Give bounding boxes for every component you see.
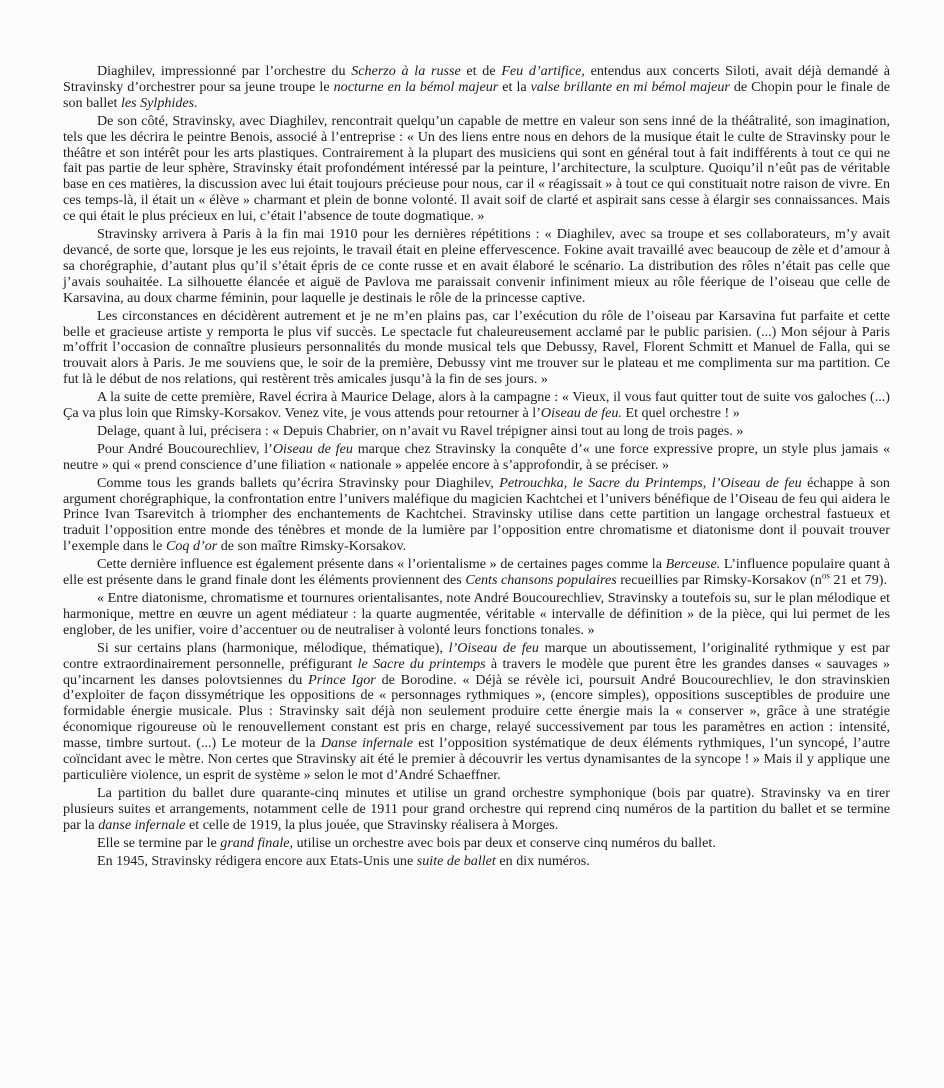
text-run: et la [498, 78, 531, 95]
text-run: entendus aux concerts Siloti, avait déjà demandé à Stravinsky d’orchestrer pour sa jeune troupe le [63, 63, 890, 95]
text-run: de Borodine. « Déjà se révèle ici, poursuit André Boucourechliev, le don stravinskien d’exploiter de façon dissymétrique les oppositions de « personnages rythmiques », (encore simples), oppositions susceptibles de produire une formidable énergie musicale. Plus : Stravinsky sait déjà non seulement produire cette énergie mais la « conserver », grâce à une stratégie économique rigoureuse où le renouvellement constant est pris en charge, relayé successivement par tous les paramètres en action : intensité, masse, timbre surtout. (...) Le moteur de la [63, 671, 890, 752]
italic-run: Scherzo à la russe [351, 63, 461, 79]
italic-run: Cents chansons populaires [465, 572, 617, 589]
text-run: Cette dernière influence est également présente dans « l’orientalisme » de certaines pages comme la [97, 556, 666, 573]
italic-run: Prince Igor [308, 671, 376, 688]
paragraph [63, 390, 890, 422]
text-run: Comme tous les grands ballets qu’écrira Stravinsky pour Diaghilev, [97, 474, 500, 491]
paragraph [63, 64, 890, 112]
italic-run: Oiseau de feu [272, 440, 353, 457]
body-text [63, 64, 890, 871]
text-run: et de [460, 63, 502, 79]
text-run: De son côté, Stravinsky, avec Diaghilev, rencontrait quelqu’un capable de mettre en valeur son sens inné de la théâtralité, son imagination, tels que les décrira le peintre Benois, associé à l’entreprise : « Un des liens entre nous en dehors de la musique était le culte de Stravinsky pour le théâtre et son intérêt pour les arts plastiques. Contrairement à la plupart des musiciens qui sont en général tout à fait indifférents à tout ce qui ne fait pas partie de leur sphère, Stravinsky était profondément intéressé par la peinture, l’architecture, la sculpture. Quoiqu’il n’eût pas de véritable base en ces matières, la discussion avec lui était toujours précieuse pour nous, car il « réagissait » à tout ce qui constituait notre raison de vivre. En ces temps-là, il était un « élève » charmant et plein de bonne volonté. Il avait soif de clarté et aspirait sans cesse à élargir ses connaissances. Mais ce qui était le plus précieux en lui, c’était l’absence de toute dogmatique. » [63, 112, 890, 225]
text-run: Les circonstances en décidèrent autrement et je ne m’en plains pas, car l’exécution du rôle de l’oiseau par Karsavina fut parfaite et cette belle et gracieuse artiste y remporta le plus vif succès. Le spectacle fut chaleureusement acclamé par le public parisien. (...) Mon séjour à Paris m’offrit l’occasion de connaître plusieurs personnalités du monde musical tels que Debussy, Ravel, Florent Schmitt et Manuel de Falla, qui se trouvait alors à Paris. Je me souviens que, le soir de la première, Debussy vint me trouver sur le plateau et me complimenta sur ma partition. Ce fut là le début de nos relations, qui restèrent très amicales jusqu’à la fin de ses jours. » [63, 307, 890, 388]
italic-run: danse infernale [98, 816, 186, 833]
text-run: recueillies par Rimsky-Korsakov (n [616, 572, 822, 589]
paragraph [63, 227, 890, 307]
text-run: « Entre diatonisme, chromatisme et tournures orientalisantes, note André Boucourechliev, Stravinsky a toutefois su, sur le plan mélodique et harmonique, mettre en œuvre un agent médiateur : la quarte augmentée, véritable « intervalle de définition » de la pièce, qui lui permet de les englober, de les unifier, voire d’accentuer ou de neutraliser à volonté leurs fonctions tonales. » [63, 590, 890, 638]
text-run: de Chopin pour le finale de son ballet [63, 78, 891, 111]
italic-run: valse brillante en mi bémol majeur [530, 78, 730, 95]
italic-run: Oiseau de feu. [540, 405, 622, 422]
paragraph [63, 854, 890, 870]
italic-run: Berceuse. [665, 556, 721, 573]
italic-run: Petrouchka, le Sacre du Printemps, l’Oiseau de feu [499, 474, 802, 491]
italic-run: Coq d’or [165, 538, 218, 555]
superscript-run: os [821, 570, 830, 581]
italic-run: Feu d’artifice, [501, 63, 585, 79]
paragraph [63, 309, 890, 389]
text-run: à travers le modèle que purent être les grandes danses « sauvages » qu’incarnent les danses polovtsiennes du [63, 655, 890, 688]
paragraph [63, 476, 890, 556]
italic-run: suite de ballet [416, 852, 496, 869]
text-run: 21 et 79). [829, 572, 887, 589]
text-run: échappe à son argument chorégraphique, la confrontation entre l’univers maléfique du magicien Kachtchei et l’univers bénéfique de l’Oiseau de feu qui aidera le Prince Ivan Tsarevitch à triompher des enchantements de Kachtchei. Stravinsky utilise dans cette partition un langage orchestral fastueux et traduit l’opposition entre monde des ténèbres et monde de la lumière par l’opposition entre chromatisme et diatonisme dont il pouvait trouver l’exemple dans le [63, 474, 890, 555]
italic-run: Danse infernale [320, 735, 413, 752]
text-run: marque chez Stravinsky la conquête d’« une force expressive propre, un style plus jamais « neutre » qui « prend conscience d’une filiation « nationale » appelée encore à s’approfondir, à se préciser. » [63, 440, 890, 473]
text-run: et celle de 1919, la plus jouée, que Stravinsky réalisera à Morges. [185, 816, 559, 833]
text-run: Si sur certains plans (harmonique, mélodique, thématique), [97, 639, 449, 656]
italic-run: le Sacre du printemps [357, 655, 486, 672]
paragraph [63, 114, 890, 225]
text-run: Et quel orchestre ! » [621, 405, 740, 422]
text-run: marque un aboutissement, l’originalité rythmique y est par contre extraordinairement personnelle, préfigurant [63, 639, 890, 672]
paragraph [63, 557, 890, 589]
text-run: est l’opposition systématique de deux éléments rythmiques, l’un syncopé, l’autre coïncidant avec le mètre. Non certes que Stravinsky ait été le premier à découvrir les vertus dynamisantes de la syncope ! » Mais il y applique une particulière violence, un esprit de système » selon le mot d’André Schaeffner. [63, 735, 890, 783]
text-run: La partition du ballet dure quarante-cinq minutes et utilise un grand orchestre symphonique (bois par quatre). Stravinsky va en tirer plusieurs suites et arrangements, notamment celle de 1911 pour grand orchestre qui reprend cinq numéros de la partition du ballet et se termine par la [63, 784, 890, 833]
italic-run: l’Oiseau de feu [448, 639, 539, 656]
paragraph [63, 591, 890, 639]
text-run: utilise un orchestre avec bois par deux et conserve cinq numéros du ballet. [293, 834, 716, 851]
text-run: de son maître Rimsky-Korsakov. [217, 538, 407, 555]
paragraph [63, 424, 890, 440]
text-run: en dix numéros. [495, 852, 590, 869]
text-run: A la suite de cette première, Ravel écrira à Maurice Delage, alors à la campagne : « Vieux, il vous faut quitter tout de suite vos galoches (...) Ça va plus loin que Rimsky-Korsakov. Venez vite, je vous attends pour retourner à l’ [63, 389, 890, 422]
italic-run: les Sylphides. [120, 94, 198, 111]
paragraph [63, 641, 890, 784]
paragraph [63, 442, 890, 474]
text-run: Pour André Boucourechliev, l’ [97, 440, 273, 457]
text-run: Delage, quant à lui, précisera : « Depuis Chabrier, on n’avait vu Ravel trépigner ainsi tout au long de trois pages. » [97, 422, 744, 439]
italic-run: nocturne en la bémol majeur [333, 78, 499, 95]
text-run: En 1945, Stravinsky rédigera encore aux Etats-Unis une [97, 852, 417, 869]
text-run: L’influence populaire quant à elle est présente dans le grand finale dont les éléments proviennent des [63, 556, 890, 589]
text-run: Diaghilev, impressionné par l’orchestre du [97, 63, 352, 79]
paragraph [63, 786, 890, 834]
text-run: Stravinsky arrivera à Paris à la fin mai 1910 pour les dernières répétitions : « Diaghilev, avec sa troupe et ses collaborateurs, m’y avait devancé, de sorte que, lorsque je les eus rejoints, le travail était en pleine effervescence. Fokine avait travaillé avec beaucoup de zèle et d’amour à sa chorégraphie, d’autant plus qu’il s’était épris de ce conte russe et en avait élaboré le scénario. La distribution des rôles n’était pas celle que j’avais souhaitée. La silhouette élancée et aiguë de Pavlova me paraissait convenir infiniment mieux au rôle féerique de l’oiseau que celle de Karsavina, au doux charme féminin, pour laquelle je destinais le rôle de la princesse captive. [63, 226, 890, 306]
italic-run: grand finale, [220, 834, 294, 851]
paragraph [63, 836, 890, 852]
text-run: Elle se termine par le [97, 834, 221, 851]
